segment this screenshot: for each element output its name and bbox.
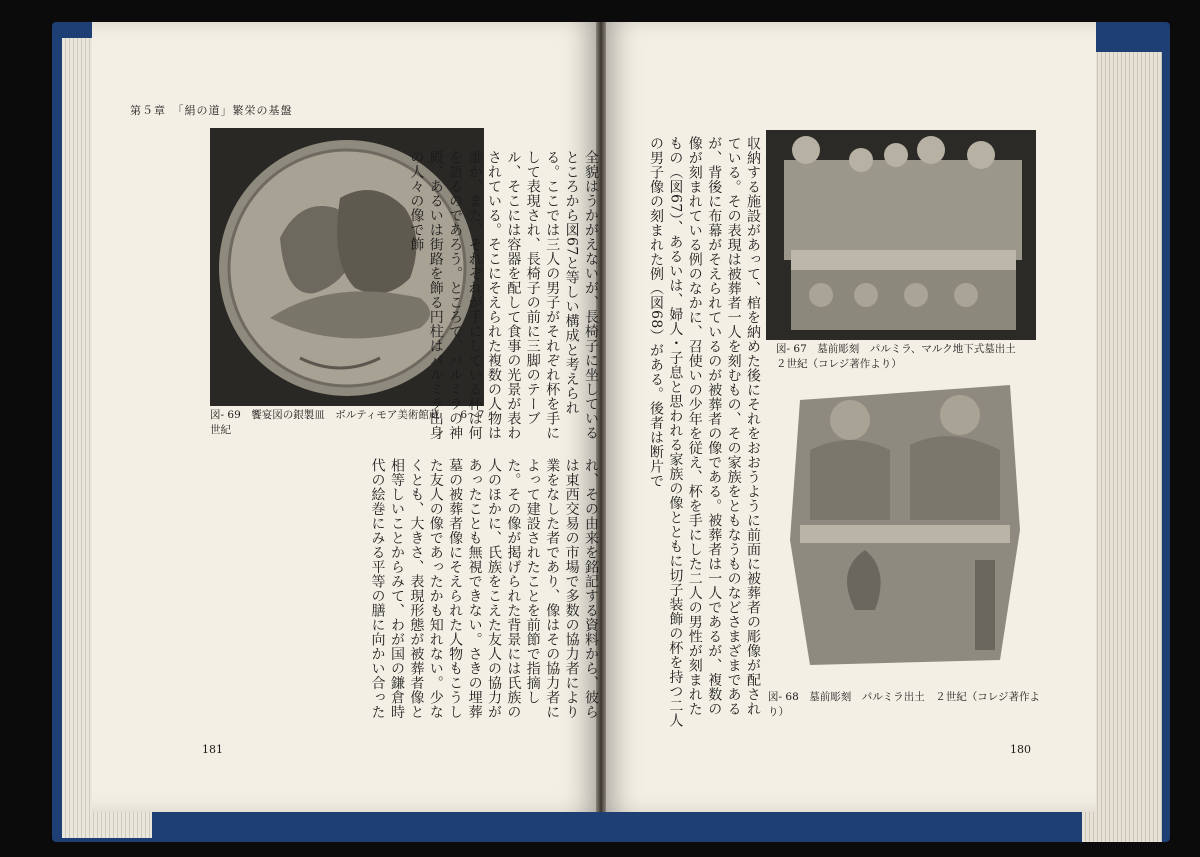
figure-69-caption: 図- 69 饗宴図の銀製皿 ボルティモア美術館蔵 6～7世紀	[210, 409, 485, 436]
running-head: 第５章 「絹の道」繁栄の基盤	[130, 104, 293, 117]
left-upper-text: 全貌はうかがえないが、長椅子に坐しているところから図67と等しい構成と考えられる。ここでは三人の男子がそれぞれ杯を手にして表現され、長椅子の前に三脚のテーブル、そこには容器を配して食事の光景が表わされている。そこにそえられた複数の人物は誰か、また、それぞれが手にしている杯は何を語るのであろう。ところで、パルミラの神殿、あるいは街路を飾る円柱はパルミラ出身の人々の像で飾	[408, 150, 599, 440]
left-lower-text: れ、その由来を銘記する資料から、彼らは東西交易の市場で多数の協力者により業をなした者であり、像はその協力者によって建設されたことを前節で指摘した。その像が掲げられた背景には氏族の人のほかに、氏族をこえた友人の協力があったことも無視できない。さきの埋葬墓の被葬者像にそえられた人物もこうした友人の像であったかも知れない。少なくとも、大きさ、表現形態が被葬者像と相等しいことからみて、わが国の鎌倉時代の絵巻にみる平等の膳に向かい合った	[369, 458, 599, 719]
figure-67-tomb-relief	[766, 130, 1036, 340]
right-body-text: 収納する施設があって、棺を納めた後にそれをおおうように前面に被葬者の彫像が配されている。その表現は被葬者一人を刻むもの、その家族をともなうものなどさまざまであるが、背後に布幕がそえられているのが被葬者の像である。被葬者は一人であるが、複数の像が刻まれている例のなかに、召使いの少年を従え、杯を手にした二人の男性が刻まれたもの（図67）、あるいは、婦人・子息と思われる家族の像とともに切子装飾の杯を持つ二人の男子像の刻まれた例（図68）がある。後者は断片で	[647, 136, 761, 728]
figure-68-caption: 図- 68 墓前彫刻 パルミラ出土 ２世紀（コレジ著作より）	[768, 691, 1040, 718]
left-folio: 181	[202, 743, 223, 756]
figure-67-caption: 図- 67 墓前彫刻 パルミラ、マルク地下式墓出土 ２世紀（コレジ著作より）	[776, 343, 1027, 370]
right-folio: 180	[1010, 743, 1031, 756]
figure-68-tomb-relief	[780, 380, 1025, 672]
